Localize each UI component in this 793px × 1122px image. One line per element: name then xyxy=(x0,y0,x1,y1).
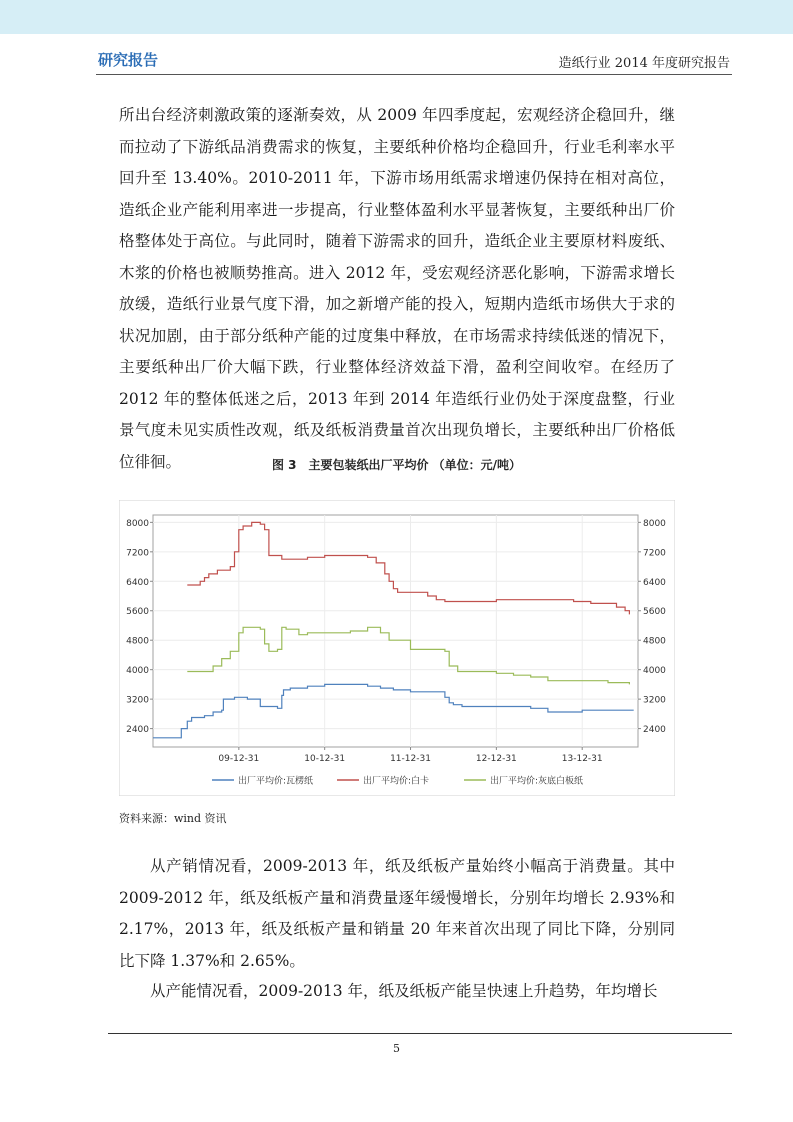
figure-source: 资料来源：wind 资讯 xyxy=(119,812,227,825)
footer-divider xyxy=(108,1033,732,1034)
x-tick-label: 13-12-31 xyxy=(561,754,603,764)
chart-legend xyxy=(212,775,583,787)
x-tick-label: 09-12-31 xyxy=(218,754,260,764)
y-tick-label-right: 8000 xyxy=(643,518,666,529)
y-tick-label-left: 7200 xyxy=(126,548,149,559)
y-tick-label-left: 4000 xyxy=(126,666,149,677)
body-paragraph-3: 从产能情况看，2009-2013 年，纸及纸板产能呈快速上升趋势，年均增长 xyxy=(150,982,658,1000)
report-type-label: 研究报告 xyxy=(98,51,159,69)
price-chart xyxy=(119,500,675,796)
y-tick-label-right: 2400 xyxy=(643,725,666,736)
page-header xyxy=(96,46,732,75)
y-tick-label-left: 2400 xyxy=(126,725,149,736)
y-tick-label-right: 7200 xyxy=(643,548,666,559)
y-tick-label-right: 4800 xyxy=(643,636,666,647)
legend-label: 出厂平均价:灰底白板纸 xyxy=(490,776,584,787)
top-color-band xyxy=(0,0,793,34)
y-tick-label-left: 3200 xyxy=(126,695,149,706)
price-chart-svg xyxy=(119,500,675,796)
legend-label: 出厂平均价:瓦楞纸 xyxy=(238,776,314,787)
y-tick-label-left: 4800 xyxy=(126,636,149,647)
y-tick-label-left: 8000 xyxy=(126,518,149,529)
body-paragraph-1: 所出台经济刺激政策的逐渐奏效，从 2009 年四季度起，宏观经济企稳回升，继而拉动了下游纸品消费需求的恢复，主要纸种价格均企稳回升，行业毛利率水平回升至 13.40%。2010-2011 年，下游市场用纸需求增速仍保持在相对高位，造纸企业产能利用率进一步提高，行业整体盈利水平显著恢复，主要纸种出厂价格整体处于高位。与此同时，随着下游需求的回升，造纸企业主要原材料废纸、木浆的价格也被顺势推高。进入 2012 年，受宏观经济恶化影响，下游需求增长放缓，造纸行业景气度下滑，加之新增产能的投入，短期内造纸市场供大于求的状况加剧，由于部分纸种产能的过度集中释放，在市场需求持续低迷的情况下，主要纸种出厂价大幅下跌，行业整体经济效益下滑，盈利空间收窄。在经历了 2012 年的整体低迷之后，2013 年到 2014 年造纸行业仍处于深度盘整，行业景气度未见实质性改观，纸及纸板消费量首次出现负增长，主要纸种出厂价格低位徘徊。 xyxy=(119,106,675,471)
report-title: 造纸行业 2014 年度研究报告 xyxy=(558,56,730,71)
body-paragraph-2: 从产销情况看，2009-2013 年，纸及纸板产量始终小幅高于消费量。其中 2009-2012 年，纸及纸板产量和消费量逐年缓慢增长，分别年均增长 2.93%和 2.17%，2013 年，纸及纸板产量和销量 20 年来首次出现了同比下降，分别同比下降 1.37%和 2.65%。 xyxy=(119,857,675,970)
y-tick-label-right: 4000 xyxy=(643,666,666,677)
x-tick-label: 11-12-31 xyxy=(390,754,431,764)
x-tick-label: 12-12-31 xyxy=(475,754,517,764)
y-tick-label-left: 6400 xyxy=(126,577,149,588)
figure-caption: 图 3 主要包装纸出厂平均价 （单位：元/吨） xyxy=(271,458,522,472)
legend-label: 出厂平均价:白卡 xyxy=(363,776,430,787)
y-tick-label-left: 5600 xyxy=(126,607,149,618)
x-tick-label: 10-12-31 xyxy=(304,754,346,764)
page-number: 5 xyxy=(393,1042,400,1055)
y-tick-label-right: 6400 xyxy=(643,577,666,588)
y-tick-label-right: 5600 xyxy=(643,607,666,618)
y-tick-label-right: 3200 xyxy=(643,695,666,706)
